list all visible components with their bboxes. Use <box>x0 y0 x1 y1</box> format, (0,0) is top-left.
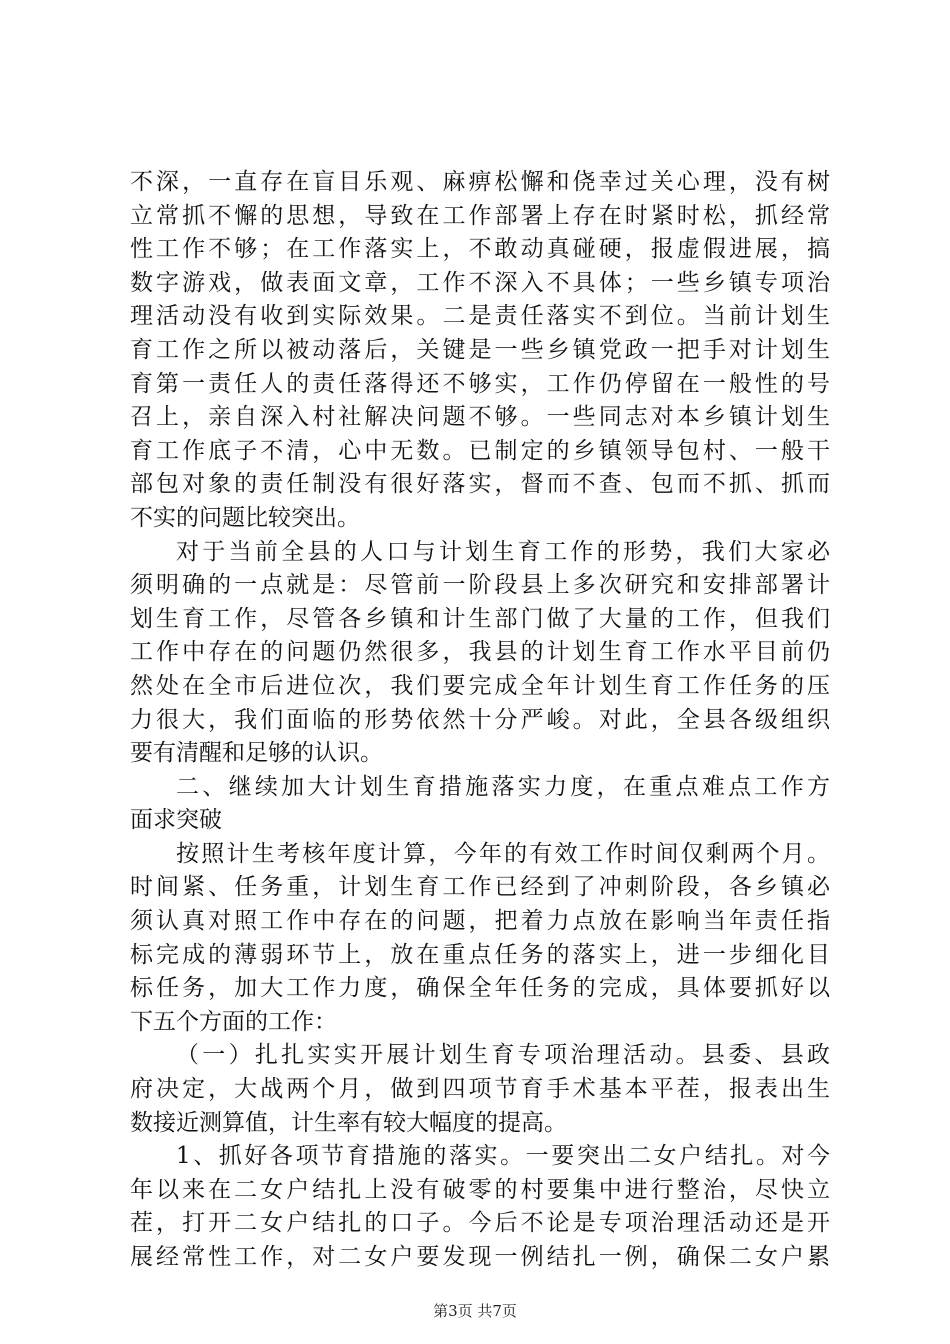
text-line: 1、抓好各项节育措施的落实。一要突出二女户结扎。对今 <box>176 1143 830 1170</box>
text-line: 标任务，加大工作力度，确保全年任务的完成，具体要抓好以 <box>130 975 830 1002</box>
text-line: 理活动没有收到实际效果。二是责任落实不到位。当前计划生 <box>130 303 830 330</box>
text-line: 部包对象的责任制没有很好落实，督而不查、包而不抓、抓而 <box>130 471 830 498</box>
text-line: 工作中存在的问题仍然很多，我县的计划生育工作水平目前仍 <box>130 639 830 666</box>
text-line: 对于当前全县的人口与计划生育工作的形势，我们大家必 <box>176 538 830 565</box>
text-line: 育第一责任人的责任落得还不够实，工作仍停留在一般性的号 <box>130 370 830 397</box>
text-line: 须认真对照工作中存在的问题，把着力点放在影响当年责任指 <box>130 908 830 935</box>
text-line: 育工作底子不清，心中无数。已制定的乡镇领导包村、一般干 <box>130 437 830 464</box>
text-line: 下五个方面的工作： <box>130 1008 337 1035</box>
text-line: 不实的问题比较突出。 <box>130 504 360 531</box>
text-line: 立常抓不懈的思想，导致在工作部署上存在时紧时松，抓经常 <box>130 202 830 229</box>
text-line: 划生育工作，尽管各乡镇和计生部门做了大量的工作，但我们 <box>130 605 830 632</box>
text-line: 时间紧、任务重，计划生育工作已经到了冲刺阶段，各乡镇必 <box>130 874 830 901</box>
body-text <box>130 166 830 1275</box>
text-line: 不深，一直存在盲目乐观、麻痹松懈和侥幸过关心理，没有树 <box>130 169 830 195</box>
text-line: 育工作之所以被动落后，关键是一些乡镇党政一把手对计划生 <box>130 336 830 363</box>
text-line: 力很大，我们面临的形势依然十分严峻。对此，全县各级组织 <box>130 706 830 733</box>
text-line: 数字游戏，做表面文章，工作不深入不具体；一些乡镇专项治 <box>130 269 830 296</box>
text-line: 按照计生考核年度计算，今年的有效工作时间仅剩两个月。 <box>176 840 830 867</box>
text-line: 要有清醒和足够的认识。 <box>130 740 383 767</box>
text-line: 府决定，大战两个月，做到四项节育手术基本平茬，报表出生 <box>130 1076 830 1103</box>
text-line: 然处在全市后进位次，我们要完成全年计划生育工作任务的压 <box>130 672 830 699</box>
text-line: 召上，亲自深入村社解决问题不够。一些同志对本乡镇计划生 <box>130 404 830 431</box>
text-line: 年以来在二女户结扎上没有破零的村要集中进行整治，尽快立 <box>130 1176 830 1203</box>
text-line: 茬，打开二女户结扎的口子。今后不论是专项治理活动还是开 <box>130 1210 830 1237</box>
section-heading: 面求突破 <box>130 807 222 834</box>
subsection-heading: （一）扎扎实实开展计划生育专项治理活动。县委、县政 <box>176 1042 830 1069</box>
text-line: 标完成的薄弱环节上，放在重点任务的落实上，进一步细化目 <box>130 941 830 968</box>
text-line: 性工作不够；在工作落实上，不敢动真碰硬，报虚假进展，搞 <box>130 236 830 263</box>
page-number-footer: 第3页 共7页 <box>433 1302 517 1320</box>
text-line: 展经常性工作，对二女户要发现一例结扎一例，确保二女户累 <box>130 1244 830 1270</box>
text-line: 须明确的一点就是：尽管前一阶段县上多次研究和安排部署计 <box>130 572 830 599</box>
section-heading: 二、继续加大计划生育措施落实力度，在重点难点工作方 <box>176 773 830 800</box>
text-line: 数接近测算值，计生率有较大幅度的提高。 <box>130 1109 567 1136</box>
